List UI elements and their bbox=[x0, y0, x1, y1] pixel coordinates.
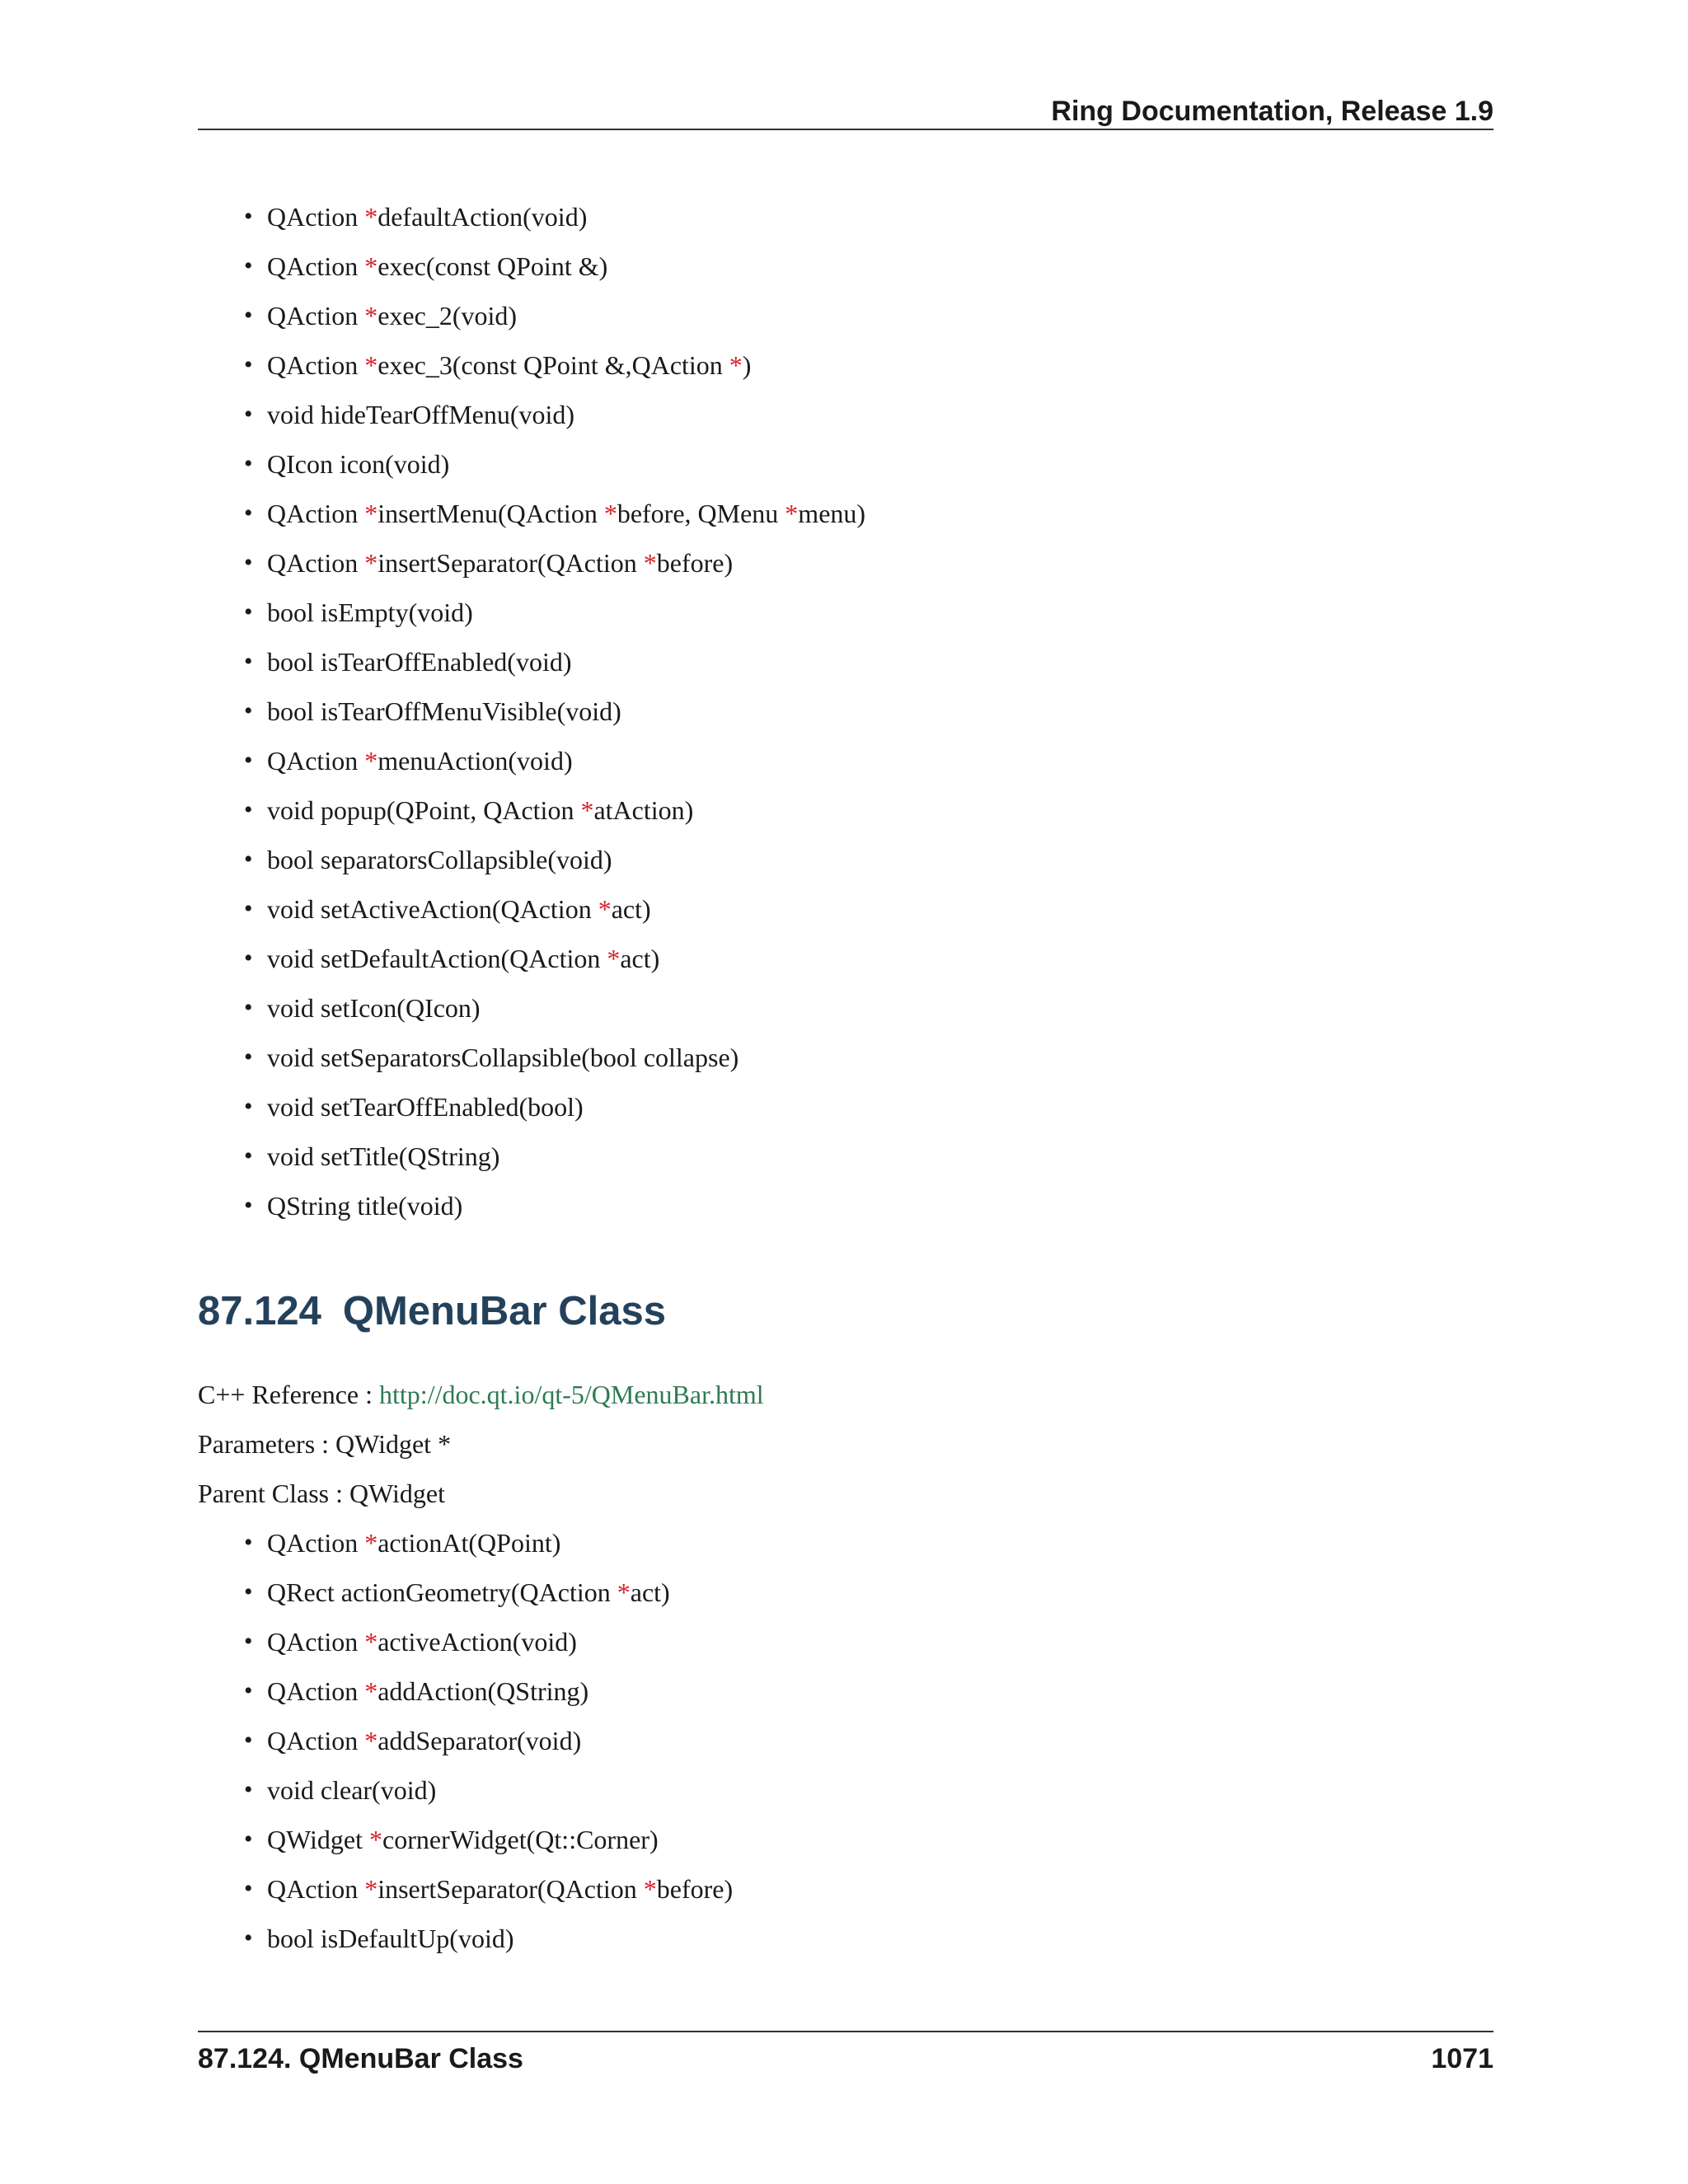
signature-text: act) bbox=[630, 1577, 670, 1607]
signature-text: bool isEmpty(void) bbox=[267, 598, 473, 627]
signature-text: void setSeparatorsCollapsible(bool collapse) bbox=[267, 1043, 739, 1072]
list-item bbox=[198, 489, 865, 538]
bullet-icon: • bbox=[244, 1825, 253, 1853]
list-item bbox=[198, 538, 865, 588]
list-item bbox=[198, 1765, 733, 1815]
pointer-star: * bbox=[729, 350, 743, 380]
bullet-icon: • bbox=[244, 1043, 253, 1071]
signature-text: insertSeparator(QAction bbox=[377, 1874, 644, 1904]
signature-text: void popup(QPoint, QAction bbox=[267, 795, 581, 825]
signature-text: addSeparator(void) bbox=[377, 1726, 582, 1755]
signature-text: before) bbox=[656, 1874, 734, 1904]
bullet-icon: • bbox=[244, 499, 253, 527]
pointer-star: * bbox=[364, 1676, 378, 1706]
bullet-icon: • bbox=[244, 1776, 253, 1803]
running-footer bbox=[198, 2031, 1493, 2077]
list-item bbox=[198, 884, 865, 934]
bullet-icon: • bbox=[244, 796, 253, 823]
bullet-icon: • bbox=[244, 549, 253, 576]
bullet-icon: • bbox=[244, 252, 253, 279]
bullet-icon: • bbox=[244, 598, 253, 626]
section-number: 87.124 bbox=[198, 1289, 321, 1333]
signature-text: QAction bbox=[267, 350, 365, 380]
list-item bbox=[198, 1716, 733, 1765]
parameters-line: Parameters : QWidget * bbox=[198, 1429, 452, 1459]
bullet-icon: • bbox=[244, 450, 253, 477]
signature-text: before, QMenu bbox=[617, 499, 785, 528]
footer-section-label: 87.124. QMenuBar Class bbox=[198, 2043, 523, 2074]
page-number: 1071 bbox=[1431, 2043, 1493, 2074]
list-item bbox=[198, 439, 865, 489]
list-item bbox=[198, 1518, 733, 1568]
signature-text: actionAt(QPoint) bbox=[377, 1528, 561, 1558]
signature-text: defaultAction(void) bbox=[377, 202, 588, 232]
signature-text: exec_3(const QPoint &,QAction bbox=[377, 350, 729, 380]
bullet-icon: • bbox=[244, 203, 253, 230]
bullet-icon: • bbox=[244, 648, 253, 675]
bullet-icon: • bbox=[244, 1192, 253, 1219]
bullet-icon: • bbox=[244, 1093, 253, 1120]
signature-text: menu) bbox=[798, 499, 866, 528]
list-item bbox=[198, 1033, 865, 1082]
bullet-icon: • bbox=[244, 1875, 253, 1902]
list-item bbox=[198, 1568, 733, 1617]
bullet-icon: • bbox=[244, 351, 253, 378]
bullet-icon: • bbox=[244, 1727, 253, 1754]
document-page bbox=[198, 0, 1493, 2184]
signature-text: insertSeparator(QAction bbox=[377, 548, 644, 578]
list-item bbox=[198, 241, 865, 291]
pointer-star: * bbox=[364, 1528, 378, 1558]
bullet-icon: • bbox=[244, 994, 253, 1021]
cpp-reference-link[interactable]: http://doc.qt.io/qt-5/QMenuBar.html bbox=[379, 1380, 764, 1409]
signature-text: QString title(void) bbox=[267, 1191, 463, 1221]
signature-text: act) bbox=[620, 944, 660, 973]
signature-text: insertMenu(QAction bbox=[377, 499, 604, 528]
pointer-star: * bbox=[598, 894, 612, 924]
pointer-star: * bbox=[369, 1825, 383, 1854]
bullet-icon: • bbox=[244, 1924, 253, 1952]
list-item bbox=[198, 291, 865, 340]
list-item bbox=[198, 1815, 733, 1864]
bullet-icon: • bbox=[244, 1677, 253, 1704]
qmenu-method-list bbox=[198, 192, 865, 1230]
signature-text: activeAction(void) bbox=[377, 1627, 577, 1657]
signature-text: before) bbox=[656, 548, 734, 578]
signature-text: QAction bbox=[267, 202, 365, 232]
list-item bbox=[198, 736, 865, 785]
pointer-star: * bbox=[607, 944, 621, 973]
bullet-icon: • bbox=[244, 1578, 253, 1605]
signature-text: void setTitle(QString) bbox=[267, 1141, 500, 1171]
signature-text: QRect actionGeometry(QAction bbox=[267, 1577, 617, 1607]
signature-text: QIcon icon(void) bbox=[267, 449, 450, 479]
signature-text: QAction bbox=[267, 746, 365, 776]
signature-text: act) bbox=[611, 894, 651, 924]
pointer-star: * bbox=[643, 548, 657, 578]
pointer-star: * bbox=[364, 251, 378, 281]
signature-text: QAction bbox=[267, 301, 365, 330]
pointer-star: * bbox=[617, 1577, 631, 1607]
cpp-reference-label: C++ Reference : bbox=[198, 1380, 379, 1409]
bullet-icon: • bbox=[244, 401, 253, 428]
pointer-star: * bbox=[785, 499, 799, 528]
signature-text: QAction bbox=[267, 1627, 365, 1657]
qmenubar-method-list bbox=[198, 1518, 733, 1963]
list-item bbox=[198, 983, 865, 1033]
list-item bbox=[198, 1132, 865, 1181]
signature-text: void clear(void) bbox=[267, 1775, 437, 1805]
list-item bbox=[198, 390, 865, 439]
pointer-star: * bbox=[364, 499, 378, 528]
pointer-star: * bbox=[364, 746, 378, 776]
signature-text: void setIcon(QIcon) bbox=[267, 993, 481, 1023]
signature-text: void setTearOffEnabled(bool) bbox=[267, 1092, 584, 1122]
pointer-star: * bbox=[364, 1726, 378, 1755]
bullet-icon: • bbox=[244, 697, 253, 724]
list-item bbox=[198, 588, 865, 637]
list-item bbox=[198, 1666, 733, 1716]
list-item bbox=[198, 1082, 865, 1132]
signature-text: menuAction(void) bbox=[377, 746, 573, 776]
signature-text: atAction) bbox=[593, 795, 694, 825]
bullet-icon: • bbox=[244, 1142, 253, 1169]
bullet-icon: • bbox=[244, 895, 253, 922]
running-header: Ring Documentation, Release 1.9 bbox=[198, 92, 1493, 130]
signature-text: bool isDefaultUp(void) bbox=[267, 1924, 514, 1953]
list-item bbox=[198, 687, 865, 736]
cpp-reference-line bbox=[198, 1370, 764, 1419]
signature-text: cornerWidget(Qt::Corner) bbox=[382, 1825, 659, 1854]
signature-text: bool isTearOffMenuVisible(void) bbox=[267, 696, 621, 726]
signature-text: exec(const QPoint &) bbox=[377, 251, 608, 281]
section-title: QMenuBar Class bbox=[342, 1289, 666, 1333]
signature-text: QAction bbox=[267, 1528, 365, 1558]
list-item bbox=[198, 785, 865, 835]
list-item bbox=[198, 1617, 733, 1666]
signature-text: addAction(QString) bbox=[377, 1676, 589, 1706]
signature-text: void setDefaultAction(QAction bbox=[267, 944, 607, 973]
signature-text: QAction bbox=[267, 548, 365, 578]
pointer-star: * bbox=[580, 795, 594, 825]
pointer-star: * bbox=[643, 1874, 657, 1904]
signature-text: QWidget bbox=[267, 1825, 370, 1854]
list-item bbox=[198, 835, 865, 884]
list-item bbox=[198, 1864, 733, 1914]
signature-text: QAction bbox=[267, 251, 365, 281]
list-item bbox=[198, 192, 865, 241]
bullet-icon: • bbox=[244, 302, 253, 329]
signature-text: exec_2(void) bbox=[377, 301, 518, 330]
signature-text: void setActiveAction(QAction bbox=[267, 894, 598, 924]
pointer-star: * bbox=[364, 1874, 378, 1904]
pointer-star: * bbox=[364, 202, 378, 232]
signature-text: bool separatorsCollapsible(void) bbox=[267, 845, 612, 874]
bullet-icon: • bbox=[244, 944, 253, 972]
pointer-star: * bbox=[603, 499, 617, 528]
list-item bbox=[198, 637, 865, 687]
signature-text: QAction bbox=[267, 499, 365, 528]
pointer-star: * bbox=[364, 350, 378, 380]
list-item bbox=[198, 340, 865, 390]
signature-text: QAction bbox=[267, 1726, 365, 1755]
signature-text: QAction bbox=[267, 1874, 365, 1904]
pointer-star: * bbox=[364, 301, 378, 330]
section-heading bbox=[198, 1282, 666, 1340]
list-item bbox=[198, 1914, 733, 1963]
signature-text: bool isTearOffEnabled(void) bbox=[267, 647, 572, 677]
list-item bbox=[198, 1181, 865, 1230]
pointer-star: * bbox=[364, 1627, 378, 1657]
bullet-icon: • bbox=[244, 747, 253, 774]
signature-text: QAction bbox=[267, 1676, 365, 1706]
pointer-star: * bbox=[364, 548, 378, 578]
list-item bbox=[198, 934, 865, 983]
bullet-icon: • bbox=[244, 1628, 253, 1655]
bullet-icon: • bbox=[244, 846, 253, 873]
signature-text: void hideTearOffMenu(void) bbox=[267, 400, 575, 429]
parent-class-line: Parent Class : QWidget bbox=[198, 1479, 445, 1508]
bullet-icon: • bbox=[244, 1529, 253, 1556]
signature-text: ) bbox=[742, 350, 752, 380]
